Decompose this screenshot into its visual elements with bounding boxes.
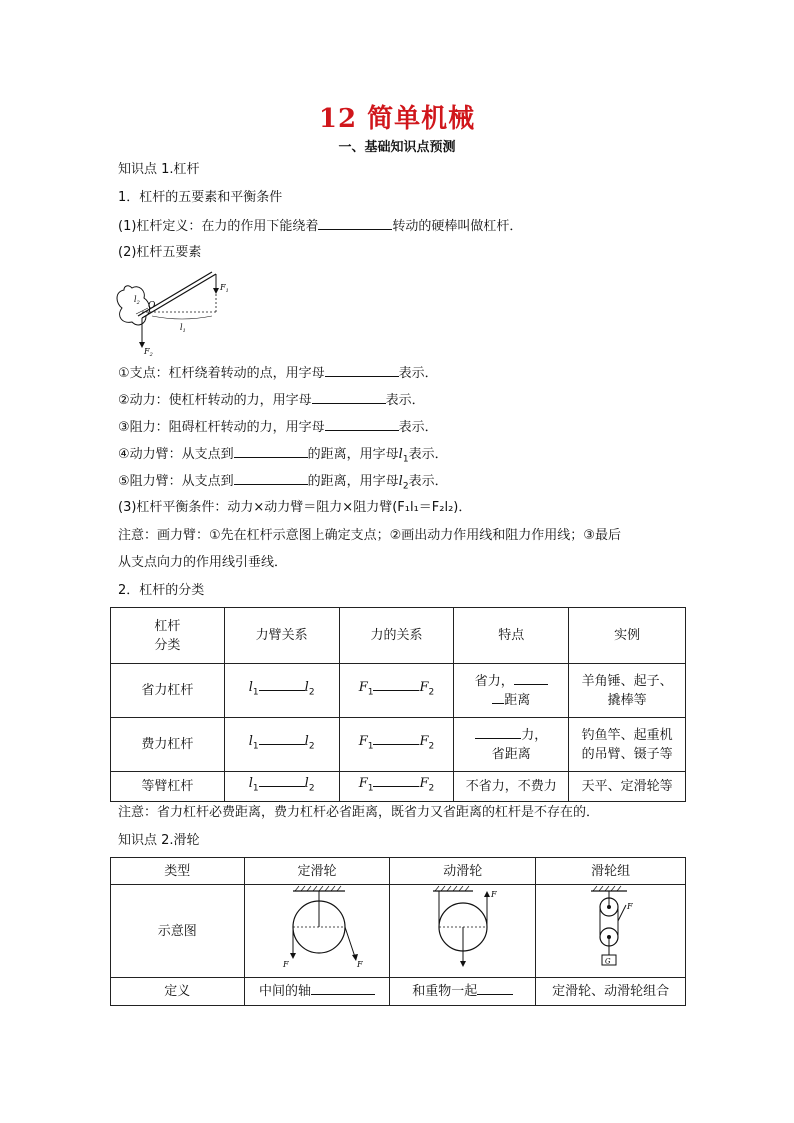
lever-type: 省力杠杆 [111,664,225,718]
f-label: F [490,890,497,899]
five-elements-heading: (2)杠杆五要素 [118,245,202,260]
element-resistance: ③阻力：阻碍杠杆转动的力，用字母 表示． [118,420,438,435]
header-cell: 杠杆 分类 [111,608,225,664]
arm-relation: $l_1$ $l_2$ [224,772,339,802]
feature: 不省力，不费力 [454,772,569,802]
answer-blank[interactable] [325,418,399,431]
header-cell: 定滑轮 [244,858,390,885]
lever-type: 费力杠杆 [111,718,225,772]
arm-relation: $l_1$ $l_2$ [224,718,339,772]
force-relation: $F_1$ $F_2$ [339,664,454,718]
table-header-row [111,608,686,664]
lever-diagram-svg [112,268,242,360]
header-cell: 类型 [111,858,245,885]
answer-blank[interactable] [318,217,392,230]
answer-blank[interactable] [259,774,305,787]
movable-pulley-diagram-cell [390,885,536,978]
header-cell: 特点 [454,608,569,664]
row-label: 示意图 [111,885,245,978]
section-heading-1: 1．杠杆的五要素和平衡条件 [118,190,283,205]
table-row [111,885,686,978]
element-effort-arm: ④动力臂：从支点到 的距离，用字母$l_1$表示． [118,447,448,465]
answer-blank[interactable] [492,691,504,704]
answer-blank[interactable] [325,364,399,377]
table-row [111,978,686,1006]
header-cell: 滑轮组 [536,858,686,885]
feature: 省力， 距离 [454,664,569,718]
header-cell: 动滑轮 [390,858,536,885]
table-row [111,772,686,802]
element-fulcrum: ①支点：杠杆绕着转动的点，用字母 表示． [118,366,438,381]
answer-blank[interactable] [259,732,305,745]
f1-label: $F_1$ [220,283,229,294]
header-cell: 力的关系 [339,608,454,664]
knowledge-point-2: 知识点 2.滑轮 [118,833,200,848]
section-heading-2: 2．杠杆的分类 [118,583,205,598]
force-relation: $F_1$ $F_2$ [339,772,454,802]
example: 羊角锤、起子、 撬棒等 [569,664,686,718]
answer-blank[interactable] [514,672,548,685]
g-label: G [604,957,611,966]
lever-type: 等臂杠杆 [111,772,225,802]
force-relation: $F_1$ $F_2$ [339,718,454,772]
lever-definition: (1)杠杆定义：在力的作用下能绕着 转动的硬棒叫做杠杆． [118,219,523,234]
answer-blank[interactable] [259,678,305,691]
f-label: F [356,960,363,969]
row-label: 定义 [111,978,245,1006]
l2-label: $l_2$ [134,295,140,306]
answer-blank[interactable] [234,445,308,458]
answer-blank[interactable] [373,774,419,787]
answer-blank[interactable] [311,982,375,995]
answer-blank[interactable] [475,726,521,739]
example: 钓鱼竿、起重机 的吊臂、镊子等 [569,718,686,772]
answer-blank[interactable] [477,982,513,995]
balance-condition: (3)杠杆平衡条件：动力×动力臂＝阻力×阻力臂(F₁l₁＝F₂l₂)． [118,500,472,515]
example: 天平、定滑轮等 [569,772,686,802]
section-subtitle: 一、基础知识点预测 [338,140,456,155]
table-row [111,664,686,718]
answer-blank[interactable] [234,472,308,485]
f2-label: $F_2$ [144,347,153,358]
note-line-2: 从支点向力的作用线引垂线． [118,555,288,570]
answer-blank[interactable] [373,732,419,745]
f-label: F [626,902,633,911]
header-cell: 力臂关系 [224,608,339,664]
pulley-group-diagram-cell [536,885,686,978]
classification-note: 注意：省力杠杆必费距离，费力杠杆必省距离，既省力又省距离的杠杆是不存在的． [118,805,600,820]
answer-blank[interactable] [312,391,386,404]
element-effort: ②动力：使杠杆转动的力，用字母 表示． [118,393,425,408]
l1-label: $l_1$ [180,323,186,334]
header-cell: 实例 [569,608,686,664]
knowledge-point-1: 知识点 1.杠杆 [118,162,200,177]
movable-pulley-definition: 和重物一起 [390,978,536,1006]
feature: 力， 省距离 [454,718,569,772]
pulley-table [110,857,686,1006]
element-resistance-arm: ⑤阻力臂：从支点到 的距离，用字母$l_2$表示． [118,474,448,492]
lever-classification-table [110,607,686,802]
arm-relation: $l_1$ $l_2$ [224,664,339,718]
pulley-group-diagram [571,885,651,971]
fulcrum-label: O [148,301,156,311]
fixed-pulley-diagram [267,885,367,971]
fixed-pulley-definition: 中间的轴 [244,978,390,1006]
answer-blank[interactable] [373,678,419,691]
movable-pulley-diagram [413,885,513,971]
table-header-row [111,858,686,885]
fixed-pulley-diagram-cell [244,885,390,978]
f-label: F [282,960,289,969]
lever-diagram [112,268,242,364]
note-line-1: 注意：画力臂：①先在杠杆示意图上确定支点；②画出动力作用线和阻力作用线；③最后 [118,528,621,543]
page-title: 12 简单机械 [318,104,476,134]
table-row [111,718,686,772]
pulley-group-definition: 定滑轮、动滑轮组合 [536,978,686,1006]
